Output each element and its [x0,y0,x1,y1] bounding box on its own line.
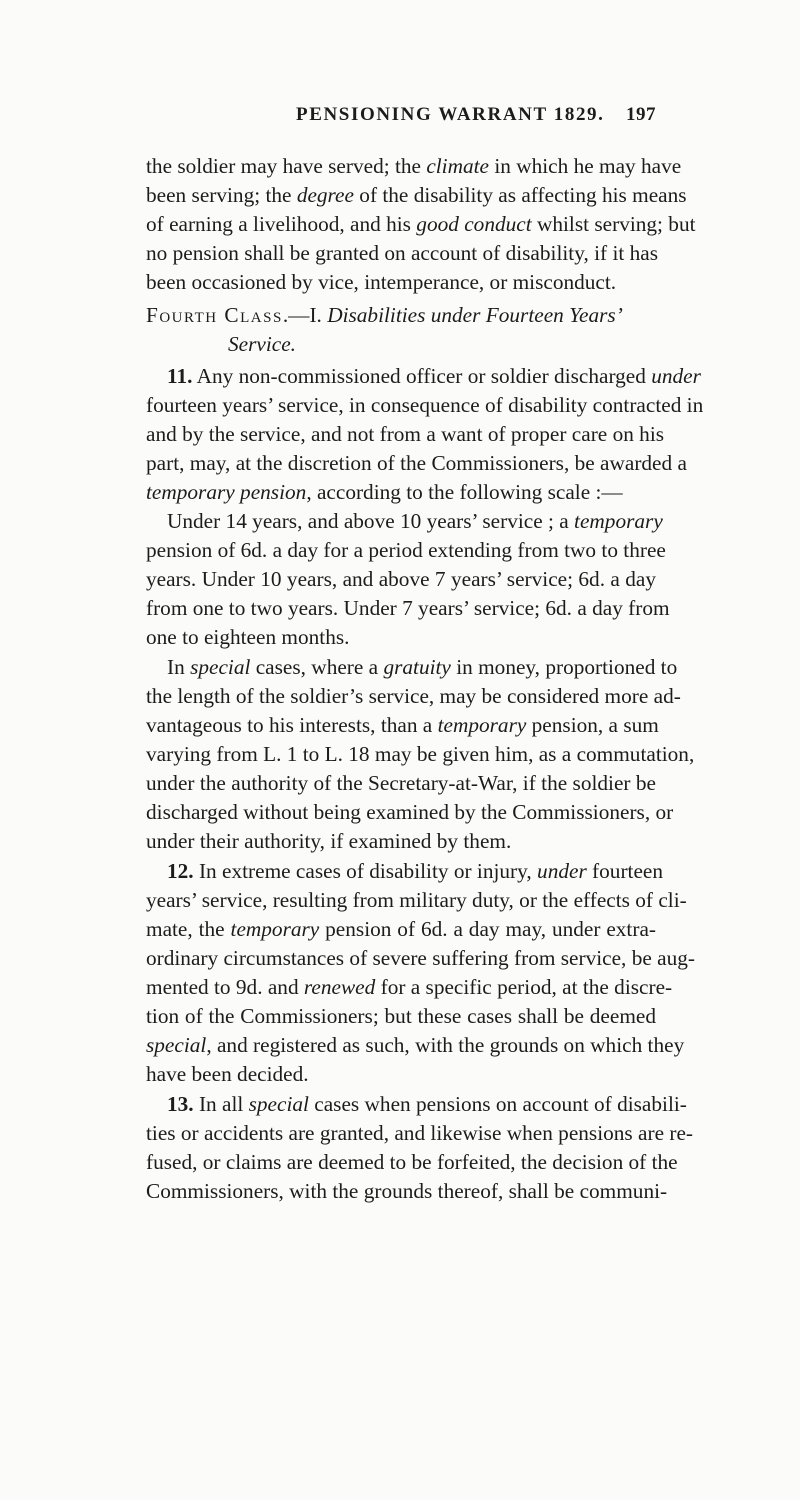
text-line [146,448,687,478]
text-run: of earning a livelihood, and his [146,212,417,236]
text-run: the soldier may have served; the [146,154,427,178]
text-line [146,209,696,239]
text-line [146,797,674,827]
text-run: discharged without being examined by the Commissioners, or [146,800,674,824]
text-line [146,419,665,449]
text-line [146,477,656,507]
text-run: part, may, at the discretion of the Commissioners, be awarded a [146,451,687,475]
text-line [146,943,695,973]
text-run: years’ service, resulting from military duty, or the effects of cli- [146,888,687,912]
text-run: cases, where a [250,655,384,679]
text-line [146,972,673,1002]
page-number: 197 [626,104,656,125]
text-run: , and registered as such, with the grounds on which they [206,1033,685,1057]
text-line [146,593,670,623]
text-line [146,768,656,798]
text-line [146,739,695,769]
text-run: tion of the Commissioners; but these cases shall be deemed [146,1004,656,1028]
text-run: varying from L. 1 to L. 18 may be given him, as a commutation, [146,742,695,766]
text-line [146,681,681,711]
text-line [146,390,704,420]
text-run: been serving; the [146,183,297,207]
running-head [296,104,656,126]
italic-text: Disabilities under Fourteen Years’ [327,303,623,327]
italic-text: under [651,364,701,388]
italic-text: special [248,1092,309,1116]
text-run: and by the service, and not from a want of proper care on his [146,422,665,446]
text-run: fused, or claims are deemed to be forfeited, the decision of the [146,1150,678,1174]
italic-text: special [146,1033,207,1057]
text-line [146,151,682,181]
text-run: from one to two years. Under 7 years’ service; 6d. a day from [146,596,670,620]
section-number: 12. [167,859,194,883]
text-run: , according to the following scale :— [306,480,623,504]
text-run: mented to 9d. and [146,975,304,999]
text-line [146,361,701,391]
text-line [146,826,656,856]
text-line [146,622,656,652]
italic-text: climate [426,154,489,178]
text-line [146,1001,656,1031]
text-run: under their authority, if examined by them. [146,829,512,853]
text-run: vantageous to his interests, than a [146,713,438,737]
text-run: .—I. [282,303,328,327]
text-line [146,1030,685,1060]
text-line [146,914,656,944]
text-run: of the disability as affecting his means [353,183,687,207]
text-line [146,180,687,210]
italic-text: special [190,655,251,679]
italic-text: renewed [303,975,376,999]
text-line [146,1118,693,1148]
text-run: pension of 6d. a day may, under extra- [319,917,656,941]
text-run: been occasioned by vice, intemperance, or misconduct. [146,270,617,294]
text-line [146,1089,687,1119]
text-run: Under 14 years, and above 10 years’ service ; a [167,509,575,533]
text-run: no pension shall be granted on account of disability, if it has [146,241,658,265]
text-line [146,506,663,536]
text-line [146,856,664,886]
text-line [146,329,738,359]
section-number: 11. [167,364,193,388]
section-number: 13. [167,1092,194,1116]
italic-text: degree [296,183,354,207]
italic-text: gratuity [383,655,451,679]
text-line [146,535,666,565]
text-run: for a specific period, at the discre- [375,975,673,999]
italic-text: good conduct [416,212,532,236]
text-run: ties or accidents are granted, and likewise when pensions are re- [146,1121,693,1145]
text-run: In [167,655,191,679]
italic-text: temporary [230,917,320,941]
text-line [146,564,656,594]
text-run: in money, proportioned to [450,655,678,679]
text-line [146,652,678,682]
text-run: ordinary circumstances of severe suffering from service, be aug- [146,946,695,970]
text-run: fourteen years’ service, in consequence of disability contracted in [146,393,704,417]
text-line [146,1176,668,1206]
text-run: Any non-commissioned officer or soldier discharged [192,364,652,388]
text-run: In extreme cases of disability or injury, [193,859,538,883]
text-run: pension of 6d. a day for a period extending from two to three [146,538,666,562]
small-caps-heading: Fourth Class [146,303,283,327]
text-run: In all [193,1092,249,1116]
text-run: have been decided. [146,1062,309,1086]
text-line [146,1147,678,1177]
italic-text: temporary pension [146,480,307,504]
text-line [146,300,656,330]
text-run: pension, a sum [526,713,659,737]
text-run: under the authority of the Secretary-at-War, if the soldier be [146,771,656,795]
italic-text: temporary [437,713,527,737]
text-line [146,885,687,915]
text-run: years. Under 10 years, and above 7 years’ service; 6d. a day [146,567,656,591]
text-run: the length of the soldier’s service, may be considered more ad- [146,684,681,708]
italic-text: temporary [574,509,663,533]
text-run: Commissioners, with the grounds thereof, shall be communi- [146,1179,668,1203]
text-line [146,1059,656,1089]
text-line [146,238,656,268]
text-run: mate, the [146,917,231,941]
text-line [146,267,656,297]
text-run: cases when pensions on account of disabili- [308,1092,687,1116]
text-run: fourteen [586,859,664,883]
text-line [146,710,659,740]
italic-text: under [537,859,587,883]
text-run: whilst serving; but [531,212,696,236]
text-run: one to eighteen months. [146,625,350,649]
italic-text: Service. [228,332,296,356]
running-head-title: PENSIONING WARRANT 1829. [296,104,605,125]
text-run: in which he may have [489,154,682,178]
